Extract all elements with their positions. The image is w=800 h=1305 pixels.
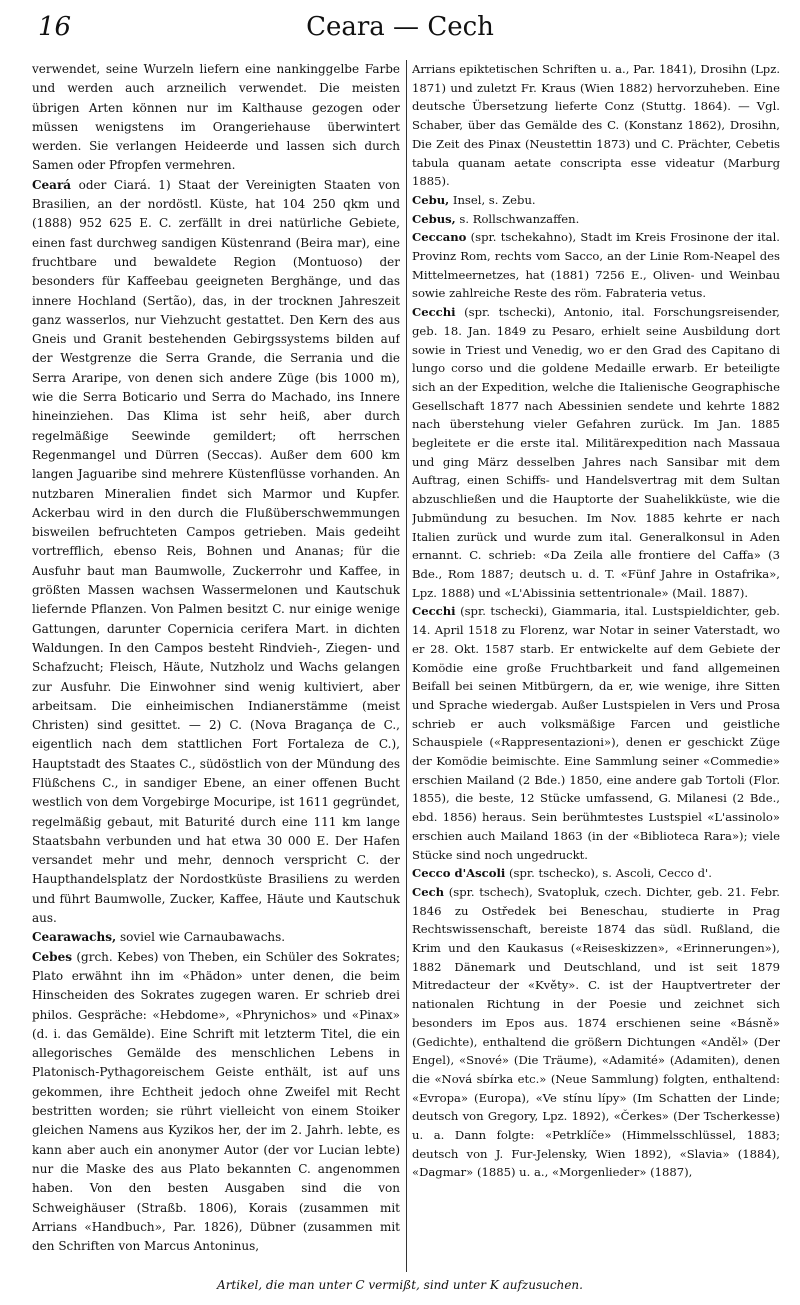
dictionary-entry [412, 864, 780, 883]
entry-headword: Cebu, [412, 192, 450, 207]
dictionary-entry [32, 176, 400, 929]
entry-text: Arrians epiktetischen Schriften u. a., Par. 1841), Drosihn (Lpz. 1871) und zuletzt Fr. Kraus (Wien 1882) hervorzuheben. Eine deutsche Übersetzung lieferte Conz (Stuttg. 1864). — Vgl. Schaber, über das Gemälde des C. (Konstanz 1862), Drosihn, Die Zeit des Pinax (Neustettin 1873) und C. Prächter, Cebetis tabula quanam aetate conscripta esse videatur (Marburg 1885). [412, 62, 780, 189]
text-columns [32, 60, 778, 1272]
entry-headword: Cebes [32, 949, 72, 964]
entry-text: (spr. tschecko), s. Ascoli, Cecco d'. [508, 866, 712, 881]
dictionary-entry [412, 60, 780, 191]
entry-text: Insel, s. Zebu. [452, 192, 536, 207]
entry-text: s. Rollschwanzaffen. [459, 211, 580, 226]
dictionary-entry [412, 210, 780, 229]
entry-text: soviel wie Carnaubawachs. [119, 930, 286, 945]
dictionary-entry [412, 228, 780, 303]
right-column [412, 60, 780, 1272]
running-title: Ceara — Cech [306, 12, 494, 42]
dictionary-entry [412, 883, 780, 1182]
entry-text: (spr. tschekahno), Stadt im Kreis Frosinone der ital. Provinz Rom, rechts vom Sacco, an der Linie Rom-Neapel des Mittelmeernetzes, hat (1881) 7256 E., Oliven- und Weinbau sowie zahlreiche Reste des röm. Fabrateria vetus. [412, 230, 780, 301]
page-header [20, 8, 780, 48]
entry-headword: Cecchi [412, 604, 456, 619]
page-number: 16 [38, 12, 72, 42]
entry-headword: Cebus, [412, 211, 456, 226]
dictionary-entry [32, 928, 400, 947]
dictionary-entry [412, 602, 780, 864]
entry-headword: Cecchi [412, 305, 456, 320]
entry-headword: Cech [412, 884, 445, 899]
dictionary-entry [32, 948, 400, 1257]
entry-headword: Cearawachs, [32, 930, 117, 945]
entry-text: oder Ciará. 1) Staat der Vereinigten Staaten von Brasilien, an der nordöstl. Küste, hat 104 250 qkm und (1888) 952 625 E. C. zerfällt in drei natürliche Gebiete, einen fast durchweg sandigen Küstenrand (Beira mar), eine fruchtbare und bewaldete Region (Montuoso) der besonders für Kaffeebau geeigneten Berghänge, und das innere Hochland (Sertão), das, in der trocknen Jahreszeit ganz wasserlos, nur Viehzucht gestattet. Den Kern des aus Gneis und Granit bestehenden Gebirgssystems bilden auf der Westgrenze die Serra Grande, die Serrania und die Serra Araripe, von denen sich andere Züge (bis 1000 m), wie die Serra Boticario und Serra do Machado, ins Innere hineinziehen. Das Klima ist sehr heiß, aber durch regelmäßige Seewinde gemildert; oft herrschen Regenmangel und Dürren (Seccas). Außer dem 600 km langen Jaguaribe sind mehrere Küstenflüsse vorhanden. An nutzbaren Mineralien findet sich Marmor und Kupfer. Ackerbau wird in den durch die Flußüberschwemmungen bisweilen befruchteten Campos getrieben. Mais gedeiht vortrefflich, ebenso Reis, Bohnen und Ananas; für die Ausfuhr baut man Baumwolle, Zuckerrohr und Kaffee, in größten Massen wachsen Wassermelonen und Kautschuk liefernde Pflanzen. Von Palmen besitzt C. nur einige wenige Gattungen, darunter Copernicia cerifera Mart. in dichten Waldungen. In den Campos besteht Rindvieh-, Ziegen- und Schafzucht; Fleisch, Häute, Nutzholz und Wachs gelangen zur Ausfuhr. Die Einwohner sind wenig kultiviert, aber arbeitsam. Die einheimischen Indianerstämme (meist Christen) sind gesittet. — 2) C. (Nova Bragança de C., eigentlich nach dem stattlichen Fort Fortaleza de C.), Hauptstadt des Staates C., südöstlich von der Mündung des Flüßchens C., in sandiger Ebene, an einer offenen Bucht westlich von dem Vorgebirge Mocuripe, ist 1611 gegründet, regelmäßig gebaut, mit Baturité durch eine 111 km lange Staatsbahn verbunden und hat etwa 30 000 E. Der Hafen versandet mehr und mehr, dennoch verspricht C. der Haupthandelsplatz der Nordostküste Brasiliens zu werden und führt Baumwolle, Zucker, Kaffee, Häute und Kautschuk aus. [32, 177, 400, 926]
entry-headword: Ceccano [412, 230, 467, 245]
page-footer-note: Artikel, die man unter C vermißt, sind unter K aufzusuchen. [217, 1278, 583, 1292]
entry-text: (spr. tschecki), Antonio, ital. Forschungsreisender, geb. 18. Jan. 1849 zu Pesaro, erhielt seine Ausbildung dort sowie in Triest und Venedig, wo er den Grad des Capitano di lungo corso und die goldene Medaille erwarb. Er beteiligte sich an der Expedition, welche die Italienische Geographische Gesellschaft 1877 nach Abessinien sendete und kehrte 1882 nach überstehung vieler Gefahren zurück. Im Jan. 1885 begleitete er die erste ital. Militärexpedition nach Massaua und ging März desselben Jahres nach Sansibar mit dem Auftrag, einen Schiffs- und Handelsvertrag mit dem Sultan abzuschließen und die Hauptorte der Suahelikküste, wie die Jubmündung zu besuchen. Im Nov. 1885 kehrte er nach Italien zurück und wurde zum ital. Generalkonsul in Aden ernannt. C. schrieb: «Da Zeila alle frontiere del Caffa» (3 Bde., Rom 1887; deutsch u. d. T. «Fünf Jahre in Ostafrika», Lpz. 1888) und «L'Abissinia settentrionale» (Mail. 1887). [412, 305, 780, 600]
entry-text: (spr. tschecki), Giammaria, ital. Lustspieldichter, geb. 14. April 1518 zu Florenz, war Notar in seiner Vaterstadt, wo er 28. Okt. 1587 starb. Er entwickelte auf dem Gebiete der Komödie eine große Fruchtbarkeit und fand allgemeinen Beifall bei seinen Mitbürgern, da er, wie wenige, ihre Sitten und Sprache wiedergab. Außer Lustspielen in Vers und Prosa schrieb er auch volksmäßige Farcen und geistliche Schauspiele («Rappresentazioni»), denen er geschickt Züge der Komödie beimischte. Eine Sammlung seiner «Commedie» erschien Mailand (2 Bde.) 1850, eine andere gab Tortoli (Flor. 1855), die beste, 12 Stücke umfassend, G. Milanesi (2 Bde., ebd. 1856) heraus. Sein berühmtestes Lustspiel «L'assinolo» erschien auch Mailand 1863 (in der «Biblioteca Rara»); viele Stücke sind noch ungedruckt. [412, 604, 780, 862]
column-divider [406, 60, 407, 1272]
entry-headword: Ceará [32, 177, 72, 192]
left-column [32, 60, 400, 1272]
entry-text: (grch. Kebes) von Theben, ein Schüler des Sokrates; Plato erwähnt ihn im «Phädon» unter denen, die beim Hinscheiden des Sokrates zugegen waren. Er schrieb drei philos. Gespräche: «Hebdome», «Phrynichos» und «Pinax» (d. i. das Gemälde). Eine Schrift mit letzterm Titel, die ein allegorisches Gemälde des menschlichen Lebens in Platonisch-Pythagoreischem Geiste enthält, ist auf uns gekommen, ihre Echtheit jedoch ohne Zweifel mit Recht bestritten worden; sie rührt vielleicht von einem Stoiker gleichen Namens aus Kyzikos her, der im 2. Jahrh. lebte, es kann aber auch ein anonymer Autor (der vor Lucian lebte) nur die Maske des aus Plato bekannten C. angenommen haben. Von den besten Ausgaben sind die von Schweighäuser (Straßb. 1806), Korais (zusammen mit Arrians «Handbuch», Par. 1826), Dübner (zusammen mit den Schriften von Marcus Antoninus, [32, 949, 400, 1254]
entry-text: (spr. tschech), Svatopluk, czech. Dichter, geb. 21. Febr. 1846 zu Ostředek bei Beneschau, studierte in Prag Rechtswissenschaft, bereiste 1874 das südl. Rußland, die Krim und den Kaukasus («Reiseskizzen», «Erinnerungen»), 1882 Dänemark und Deutschland, und ist seit 1879 Mitredacteur der «Květy». C. ist der Hauptvertreter der nationalen Richtung in der Poesie und zeichnet sich besonders im Epos aus. 1874 erschienen seine «Básně» (Gedichte), enthaltend die größern Dichtungen «Anděl» (Der Engel), «Snové» (Die Träume), «Adamité» (Adamiten), denen die «Nová sbírka etc.» (Neue Sammlung) folgten, enthaltend: «Evropa» (Europa), «Ve stínu lípy» (Im Schatten der Linde; deutsch von Gregory, Lpz. 1892), «Čerkes» (Der Tscherkesse) u. a. Dann folgte: «Petrklíče» (Himmelsschlüssel, 1883; deutsch von J. Fur-Jelensky, Wien 1892), «Slavia» (1884), «Dagmar» (1885) u. a., «Morgenlieder» (1887), [412, 884, 780, 1180]
entry-text: verwendet, seine Wurzeln liefern eine nankinggelbe Farbe und werden auch arzneilich verwendet. Die meisten übrigen Arten können nur im Kalthause gezogen oder müssen wenigstens im Orangeriehause überwintert werden. Sie verlangen Heideerde und lassen sich durch Samen oder Pfropfen vermehren. [32, 62, 400, 173]
dictionary-entry [412, 191, 780, 210]
entry-headword: Cecco d'Ascoli [412, 866, 506, 881]
dictionary-entry [32, 60, 400, 176]
dictionary-entry [412, 303, 780, 602]
